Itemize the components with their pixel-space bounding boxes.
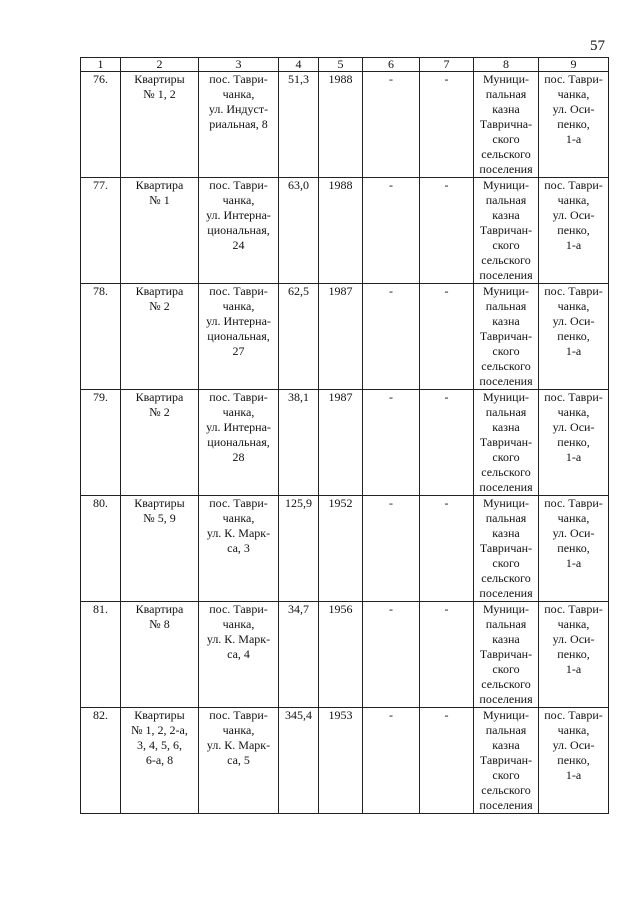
column-header: 4 [279,58,319,72]
column-7-value: - [420,496,474,602]
object-year: 1956 [319,602,363,708]
table-row [81,72,609,178]
table-row [81,284,609,390]
object-address: пос. Таври- чанка, ул. К. Марк- са, 5 [199,708,279,814]
object-address: пос. Таври- чанка, ул. Интерна- циональная, 24 [199,178,279,284]
property-registry-table [80,57,609,814]
row-number: 80. [81,496,121,602]
object-year: 1988 [319,178,363,284]
object-owner: Муници- пальная казна Тавричан- ского сельского поселения [474,708,539,814]
object-year: 1988 [319,72,363,178]
row-number: 81. [81,602,121,708]
table-row [81,602,609,708]
column-7-value: - [420,178,474,284]
table-body [81,72,609,814]
column-7-value: - [420,390,474,496]
object-year: 1953 [319,708,363,814]
holder-address: пос. Таври- чанка, ул. Оси- пенко, 1-а [539,496,609,602]
holder-address: пос. Таври- чанка, ул. Оси- пенко, 1-а [539,284,609,390]
page-number: 57 [590,38,605,54]
column-7-value: - [420,708,474,814]
column-6-value: - [363,390,420,496]
header-row [81,58,609,72]
object-name: Квартира № 2 [121,284,199,390]
object-name: Квартиры № 5, 9 [121,496,199,602]
table-header [81,58,609,72]
column-7-value: - [420,72,474,178]
object-area: 62,5 [279,284,319,390]
column-6-value: - [363,496,420,602]
holder-address: пос. Таври- чанка, ул. Оси- пенко, 1-а [539,390,609,496]
column-header: 3 [199,58,279,72]
column-6-value: - [363,178,420,284]
column-6-value: - [363,708,420,814]
column-header: 9 [539,58,609,72]
object-area: 51,3 [279,72,319,178]
column-6-value: - [363,602,420,708]
object-owner: Муници- пальная казна Тавричан- ского сельского поселения [474,284,539,390]
table-row [81,390,609,496]
object-year: 1987 [319,284,363,390]
object-owner: Муници- пальная казна Тавричан- ского сельского поселения [474,178,539,284]
holder-address: пос. Таври- чанка, ул. Оси- пенко, 1-а [539,178,609,284]
object-owner: Муници- пальная казна Тавричан- ского сельского поселения [474,496,539,602]
column-6-value: - [363,284,420,390]
object-name: Квартиры № 1, 2, 2-а, 3, 4, 5, 6, 6-а, 8 [121,708,199,814]
holder-address: пос. Таври- чанка, ул. Оси- пенко, 1-а [539,708,609,814]
table-row [81,496,609,602]
column-header: 8 [474,58,539,72]
column-header: 1 [81,58,121,72]
table-row [81,178,609,284]
holder-address: пос. Таври- чанка, ул. Оси- пенко, 1-а [539,72,609,178]
object-area: 34,7 [279,602,319,708]
object-area: 38,1 [279,390,319,496]
object-owner: Муници- пальная казна Таврична- ского сельского поселения [474,72,539,178]
holder-address: пос. Таври- чанка, ул. Оси- пенко, 1-а [539,602,609,708]
row-number: 77. [81,178,121,284]
row-number: 82. [81,708,121,814]
object-area: 345,4 [279,708,319,814]
column-header: 6 [363,58,420,72]
object-address: пос. Таври- чанка, ул. К. Марк- са, 3 [199,496,279,602]
column-7-value: - [420,284,474,390]
row-number: 79. [81,390,121,496]
object-year: 1987 [319,390,363,496]
column-header: 2 [121,58,199,72]
object-name: Квартира № 8 [121,602,199,708]
object-address: пос. Таври- чанка, ул. Индуст- риальная, 8 [199,72,279,178]
object-address: пос. Таври- чанка, ул. Интерна- циональная, 27 [199,284,279,390]
object-name: Квартира № 2 [121,390,199,496]
object-name: Квартиры № 1, 2 [121,72,199,178]
column-6-value: - [363,72,420,178]
object-owner: Муници- пальная казна Тавричан- ского сельского поселения [474,602,539,708]
row-number: 76. [81,72,121,178]
table-row [81,708,609,814]
column-header: 5 [319,58,363,72]
column-header: 7 [420,58,474,72]
object-owner: Муници- пальная казна Тавричан- ского сельского поселения [474,390,539,496]
row-number: 78. [81,284,121,390]
object-area: 63,0 [279,178,319,284]
object-address: пос. Таври- чанка, ул. Интерна- циональная, 28 [199,390,279,496]
column-7-value: - [420,602,474,708]
object-name: Квартира № 1 [121,178,199,284]
object-year: 1952 [319,496,363,602]
object-area: 125,9 [279,496,319,602]
object-address: пос. Таври- чанка, ул. К. Марк- са, 4 [199,602,279,708]
